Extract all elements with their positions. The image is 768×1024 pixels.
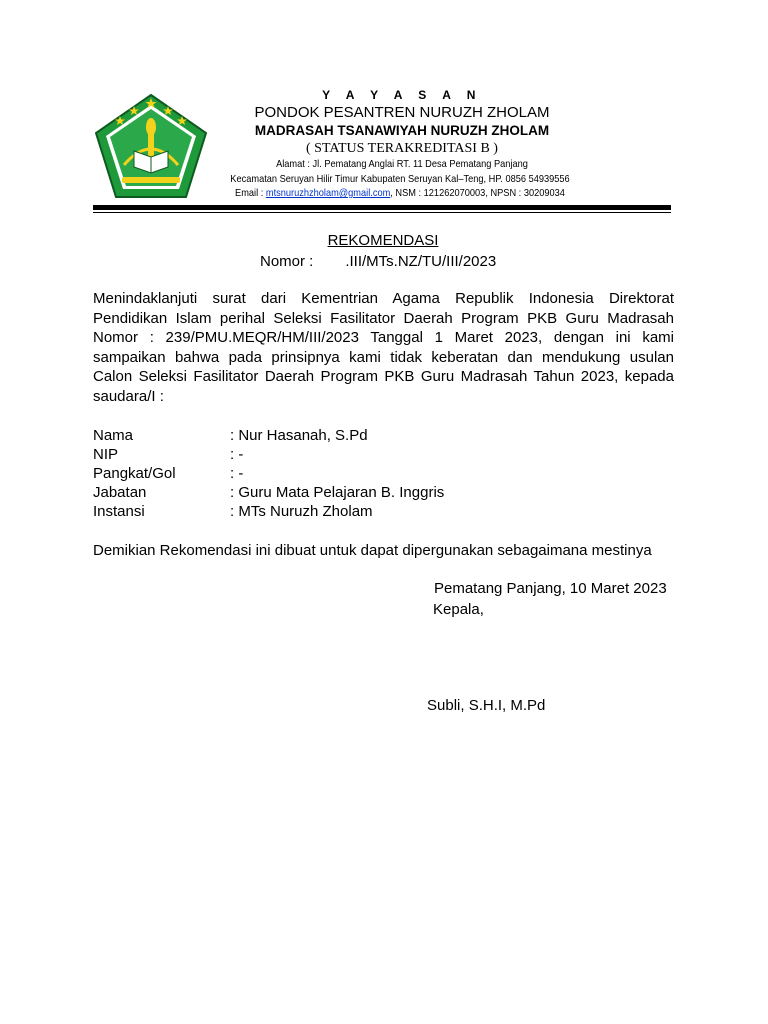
header-madrasah-name: MADRASAH TSANAWIYAH NURUZH ZHOLAM xyxy=(254,123,550,138)
place-date: Pematang Panjang, 10 Maret 2023 xyxy=(434,580,667,597)
letter-number xyxy=(260,253,496,270)
header-pondok-pesantren: PONDOK PESANTREN NURUZH ZHOLAM xyxy=(254,104,550,121)
letterhead-rule-thin xyxy=(93,212,671,213)
paragraph-line: sampaikan bahwa pada prinsipnya kami tidak keberatan dan mendukung usulan xyxy=(93,348,674,366)
field-value: : Guru Mata Pelajaran B. Inggris xyxy=(230,484,445,501)
email-link[interactable]: mtsnuruzhzholam@gmail.com xyxy=(265,187,391,199)
field-label: Jabatan xyxy=(93,484,147,501)
field-nip xyxy=(93,446,243,463)
field-label: Instansi xyxy=(93,503,145,520)
letter-title: REKOMENDASI xyxy=(327,232,439,249)
field-instansi xyxy=(93,503,373,520)
field-value: : MTs Nuruzh Zholam xyxy=(230,503,373,520)
letterhead-rule-thick xyxy=(93,205,671,210)
paragraph-line: saudara/I : xyxy=(93,387,164,405)
field-value: : - xyxy=(230,446,244,463)
field-jabatan xyxy=(93,484,444,501)
field-value: : Nur Hasanah, S.Pd xyxy=(230,427,368,444)
letter-body-paragraph xyxy=(93,289,674,406)
header-yayasan: Y A Y A S A N xyxy=(322,88,482,102)
paragraph-line: Calon Seleksi Fasilitator Daerah Program PKB Guru Madrasah Tahun 2023, kepada xyxy=(93,368,674,385)
nsm-npsn: , NSM : 121262070003, NPSN : 30209034 xyxy=(390,187,565,199)
closing-statement: Demikian Rekomendasi ini dibuat untuk dapat dipergunakan sebagaimana mestinya xyxy=(93,542,652,559)
paragraph-line: Menindaklanjuti surat dari Kementrian Agama Republik Indonesia Direktorat xyxy=(93,290,674,307)
school-logo-emblem xyxy=(94,93,208,199)
field-pangkat-gol xyxy=(93,465,243,482)
letter-number-value: .III/MTs.NZ/TU/III/2023 xyxy=(345,253,497,270)
email-label: Email : xyxy=(235,187,266,199)
field-value: : - xyxy=(230,465,244,482)
field-label: Pangkat/Gol xyxy=(93,465,176,482)
letter-number-label: Nomor : xyxy=(260,253,314,270)
header-accreditation-status: ( STATUS TERAKREDITASI B ) xyxy=(306,141,498,156)
field-nama xyxy=(93,427,368,444)
field-label: NIP xyxy=(93,446,119,463)
signer-name: Subli, S.H.I, M.Pd xyxy=(427,697,546,714)
header-contact-line xyxy=(224,187,576,199)
header-address: Alamat : Jl. Pematang Anglai RT. 11 Desa Pematang Panjang xyxy=(276,158,528,170)
signer-position: Kepala, xyxy=(433,601,484,618)
header-district: Kecamatan Seruyan Hilir Timur Kabupaten Seruyan Kal–Teng, HP. 0856 54939556 xyxy=(230,173,570,185)
paragraph-line: Nomor : 239/PMU.MEQR/HM/III/2023 Tanggal 1 Maret 2023, dengan ini kami xyxy=(93,329,674,346)
paragraph-line: Pendidikan Islam perihal Seleksi Fasilitator Daerah Program PKB Guru Madrasah xyxy=(93,309,674,327)
field-label: Nama xyxy=(93,427,134,444)
